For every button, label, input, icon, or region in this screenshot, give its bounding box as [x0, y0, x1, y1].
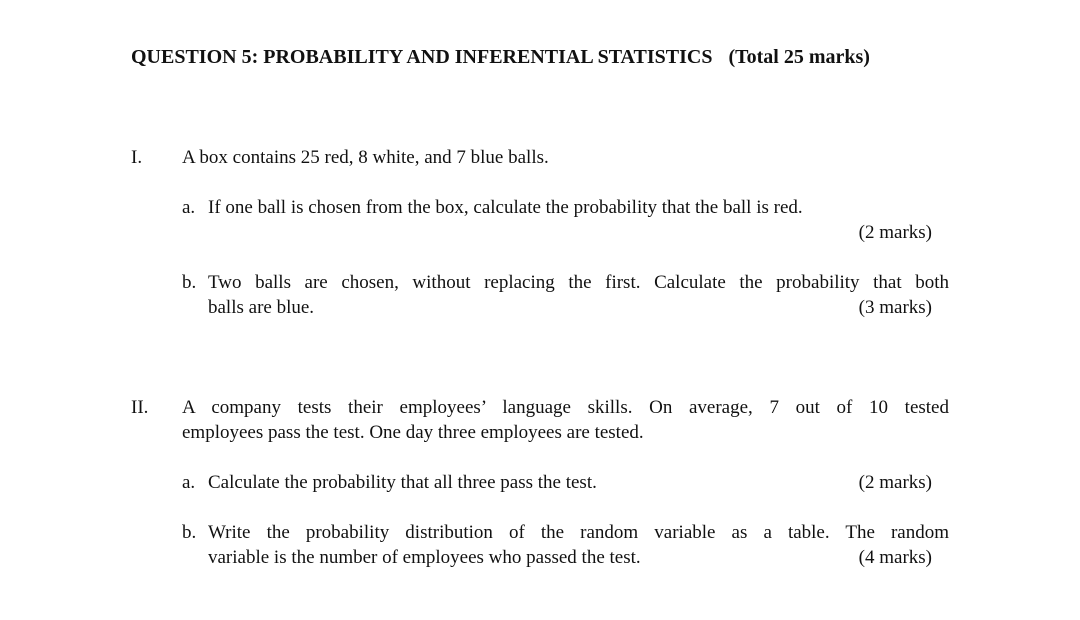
question-number-1: I.: [131, 147, 143, 168]
part-text: Calculate the probability that all three pass the test.: [208, 472, 597, 493]
part-text-line-2: variable is the number of employees who passed the test.: [208, 547, 641, 568]
question-1-text: A box contains 25 red, 8 white, and 7 blue balls.: [182, 147, 549, 168]
part-marks: (4 marks): [858, 547, 932, 568]
part-letter: a.: [182, 472, 196, 493]
question-2-part-b: [182, 520, 949, 570]
question-2-part-a: [182, 470, 949, 495]
part-marks: (2 marks): [858, 472, 932, 493]
part-marks: (2 marks): [858, 222, 932, 243]
question-title: [131, 44, 951, 70]
question-2-text-line-2: employees pass the test. One day three employees are tested.: [182, 422, 644, 443]
part-marks: (3 marks): [858, 297, 932, 318]
part-marks-line: [182, 220, 949, 245]
part-text: If one ball is chosen from the box, calculate the probability that the ball is red.: [208, 197, 803, 218]
part-text-line-1: Write the probability distribution of the random variable as a table. The random: [208, 522, 949, 543]
part-text-line-2: balls are blue.: [208, 297, 315, 318]
part-text-line-1: Two balls are chosen, without replacing the first. Calculate the probability that both: [208, 272, 949, 293]
part-line-1: [182, 470, 949, 495]
question-2-text: [182, 395, 949, 445]
total-marks: (Total 25 marks): [728, 46, 870, 68]
question-number-2: II.: [131, 397, 149, 418]
part-letter: b.: [182, 272, 197, 293]
question-1-part-a: [182, 195, 949, 245]
question-2-text-line-1: A company tests their employees’ language skills. On average, 7 out of 10 tested: [182, 397, 949, 418]
question-1-part-b: [182, 270, 949, 320]
part-letter: b.: [182, 522, 197, 543]
part-line-2: [182, 295, 949, 320]
part-line-2: [182, 545, 949, 570]
part-letter: a.: [182, 197, 196, 218]
question-heading: QUESTION 5: PROBABILITY AND INFERENTIAL STATISTICS: [131, 46, 713, 68]
